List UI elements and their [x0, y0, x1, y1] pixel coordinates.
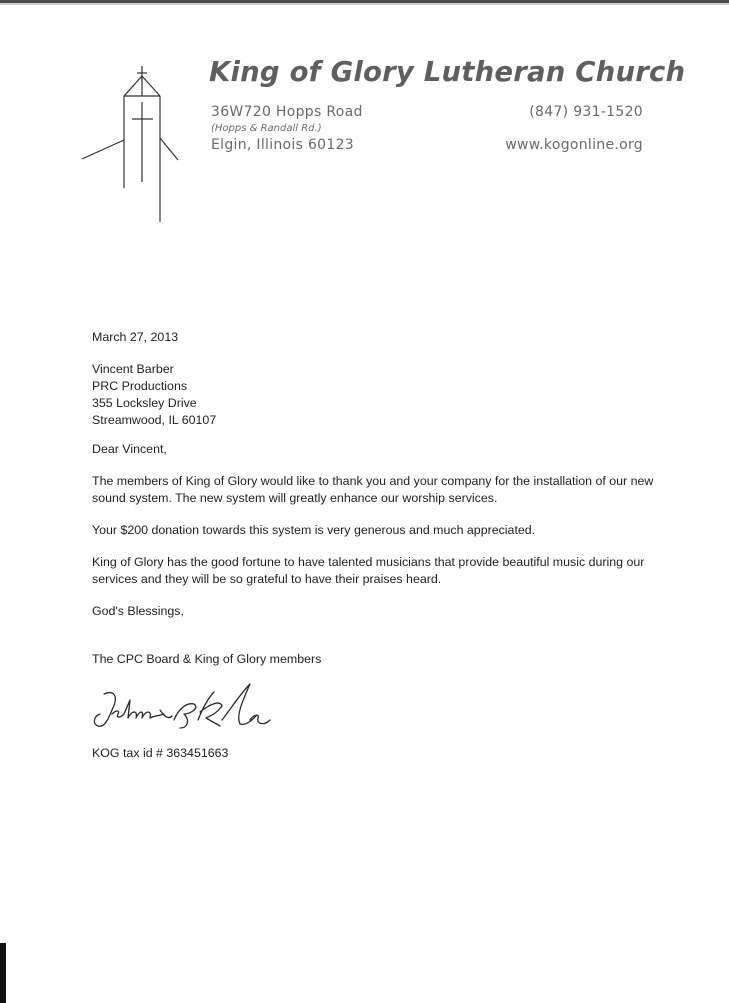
salutation: Dear Vincent,: [92, 442, 167, 456]
tax-id: KOG tax id # 363451663: [92, 746, 229, 760]
cross-streets: (Hopps & Randall Rd.): [211, 123, 322, 134]
scan-edge-mark: [0, 943, 6, 1003]
body-paragraph: King of Glory has the good fortune to have talented musicians that provide beautiful music during our services and they will be so grateful to have their praises heard.: [92, 555, 645, 586]
signers: The CPC Board & King of Glory members: [92, 652, 322, 666]
street-address: 36W720 Hopps Road: [211, 104, 363, 120]
letter-date: March 27, 2013: [92, 330, 179, 344]
phone-number: (847) 931-1520: [529, 104, 643, 120]
recipient-company: PRC Productions: [92, 379, 188, 393]
recipient-city: Streamwood, IL 60107: [92, 413, 217, 427]
recipient-street: 355 Locksley Drive: [92, 396, 197, 410]
scan-edge-shade: [0, 3, 729, 5]
website: www.kogonline.org: [505, 137, 643, 153]
church-steeple-cross-icon: [80, 62, 182, 228]
recipient-address: [92, 361, 662, 429]
body-paragraph: Your $200 donation towards this system is very generous and much appreciated.: [92, 523, 536, 537]
church-name: King of Glory Lutheran Church: [209, 56, 686, 88]
closing: God's Blessings,: [92, 604, 184, 618]
city-state-zip: Elgin, Illinois 60123: [211, 137, 354, 153]
handwritten-signature: [90, 680, 272, 742]
recipient-name: Vincent Barber: [92, 362, 174, 376]
body-paragraph: The members of King of Glory would like to thank you and your company for the installation of our new sound system. The new system will greatly enhance our worship services.: [92, 474, 654, 505]
